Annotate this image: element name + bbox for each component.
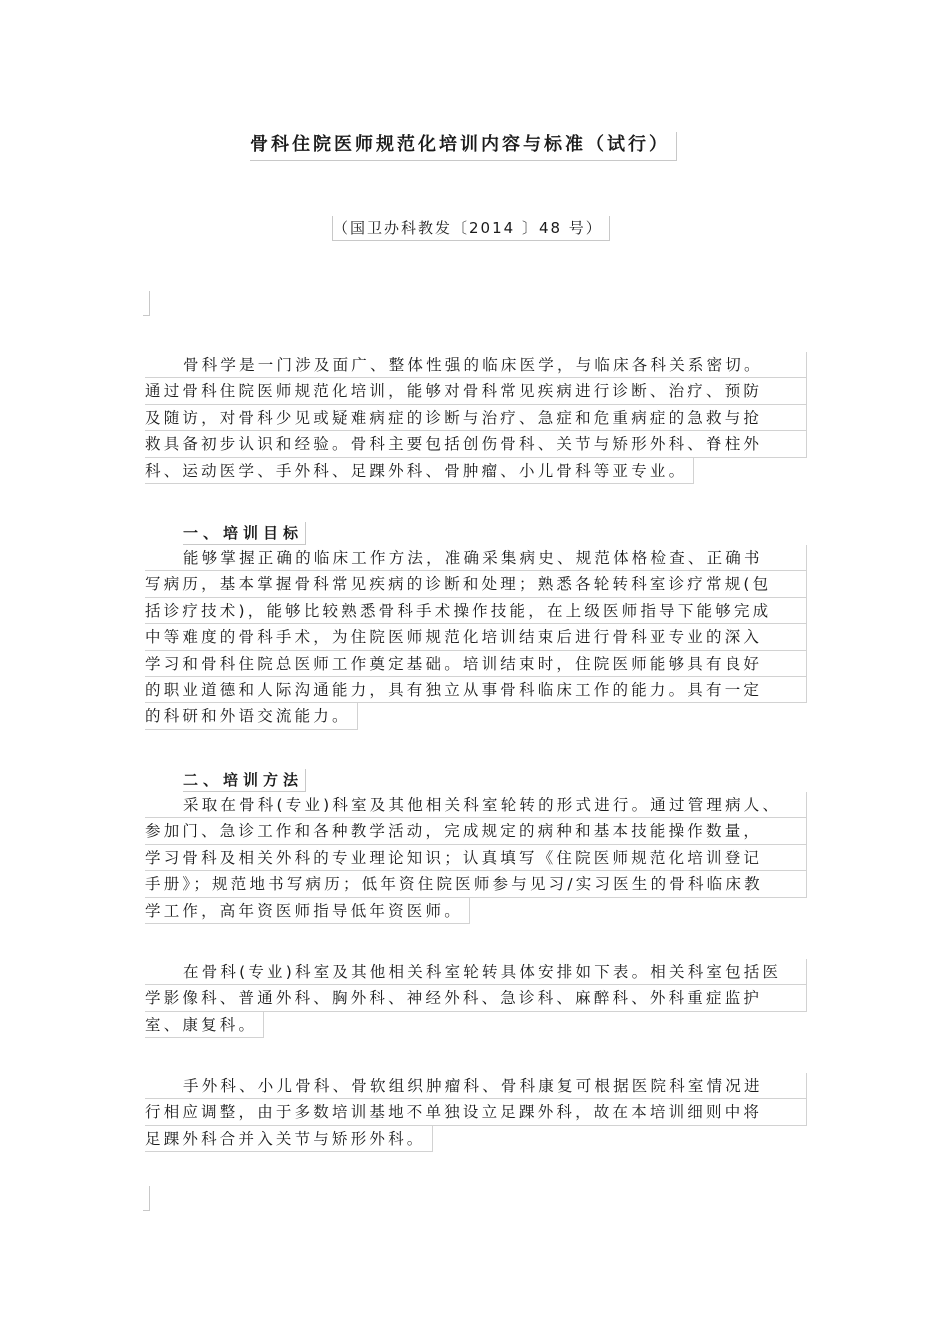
paragraph-line: 科、运动医学、手外科、足踝外科、骨肿瘤、小儿骨科等亚专业。 [145, 458, 694, 484]
paragraph-line: 写病历，基本掌握骨科常见疾病的诊断和处理；熟悉各轮转科室诊疗常规(包 [145, 571, 807, 597]
paragraph-line: 中等难度的骨科手术，为住院医师规范化培训结束后进行骨科亚专业的深入 [145, 624, 807, 650]
paragraph-line: 学习骨科及相关外科的专业理论知识；认真填写《住院医师规范化培训登记 [145, 845, 807, 871]
section-heading-training-methods: 二、培训方法 [183, 769, 306, 792]
paragraph-line: 救具备初步认识和经验。骨科主要包括创伤骨科、关节与矫形外科、脊柱外 [145, 431, 807, 457]
paragraph-line: 能够掌握正确的临床工作方法，准确采集病史、规范体格检查、正确书 [145, 545, 807, 571]
margin-mark [143, 291, 150, 316]
paragraph-line: 手册》；规范地书写病历；低年资住院医师参与见习/实习医生的骨科临床教 [145, 871, 807, 897]
training-methods-paragraph [145, 792, 807, 928]
paragraph-line: 参加门、急诊工作和各种教学活动，完成规定的病种和基本技能操作数量， [145, 818, 807, 844]
margin-mark [143, 1186, 150, 1211]
paragraph-line: 采取在骨科(专业)科室及其他相关科室轮转的形式进行。通过管理病人、 [145, 792, 807, 818]
rotation-paragraph [145, 959, 807, 1042]
paragraph-line: 的科研和外语交流能力。 [145, 703, 358, 729]
paragraph-line: 足踝外科合并入关节与矫形外科。 [145, 1126, 433, 1152]
paragraph-line: 的职业道德和人际沟通能力，具有独立从事骨科临床工作的能力。具有一定 [145, 677, 807, 703]
paragraph-line: 通过骨科住院医师规范化培训，能够对骨科常见疾病进行诊断、治疗、预防 [145, 378, 807, 404]
paragraph-line: 骨科学是一门涉及面广、整体性强的临床医学，与临床各科关系密切。 [145, 352, 807, 378]
training-goals-paragraph [145, 545, 807, 734]
paragraph-line: 括诊疗技术)，能够比较熟悉骨科手术操作技能，在上级医师指导下能够完成 [145, 598, 807, 624]
paragraph-line: 室、康复科。 [145, 1012, 264, 1038]
adjustment-paragraph [145, 1073, 807, 1156]
paragraph-line: 手外科、小儿骨科、骨软组织肿瘤科、骨科康复可根据医院科室情况进 [145, 1073, 807, 1099]
paragraph-line: 学习和骨科住院总医师工作奠定基础。培训结束时，住院医师能够具有良好 [145, 651, 807, 677]
paragraph-line: 学工作，高年资医师指导低年资医师。 [145, 898, 470, 924]
document-number: （国卫办科教发〔2014 〕48 号） [332, 216, 610, 241]
paragraph-line: 学影像科、普通外科、胸外科、神经外科、急诊科、麻醉科、外科重症监护 [145, 985, 807, 1011]
intro-paragraph [145, 352, 807, 488]
document-title: 骨科住院医师规范化培训内容与标准（试行） [250, 132, 677, 161]
paragraph-line: 行相应调整，由于多数培训基地不单独设立足踝外科，故在本培训细则中将 [145, 1099, 807, 1125]
section-heading-training-goals: 一、培训目标 [183, 522, 306, 545]
paragraph-line: 及随访，对骨科少见或疑难病症的诊断与治疗、急症和危重病症的急救与抢 [145, 405, 807, 431]
paragraph-line: 在骨科(专业)科室及其他相关科室轮转具体安排如下表。相关科室包括医 [145, 959, 807, 985]
